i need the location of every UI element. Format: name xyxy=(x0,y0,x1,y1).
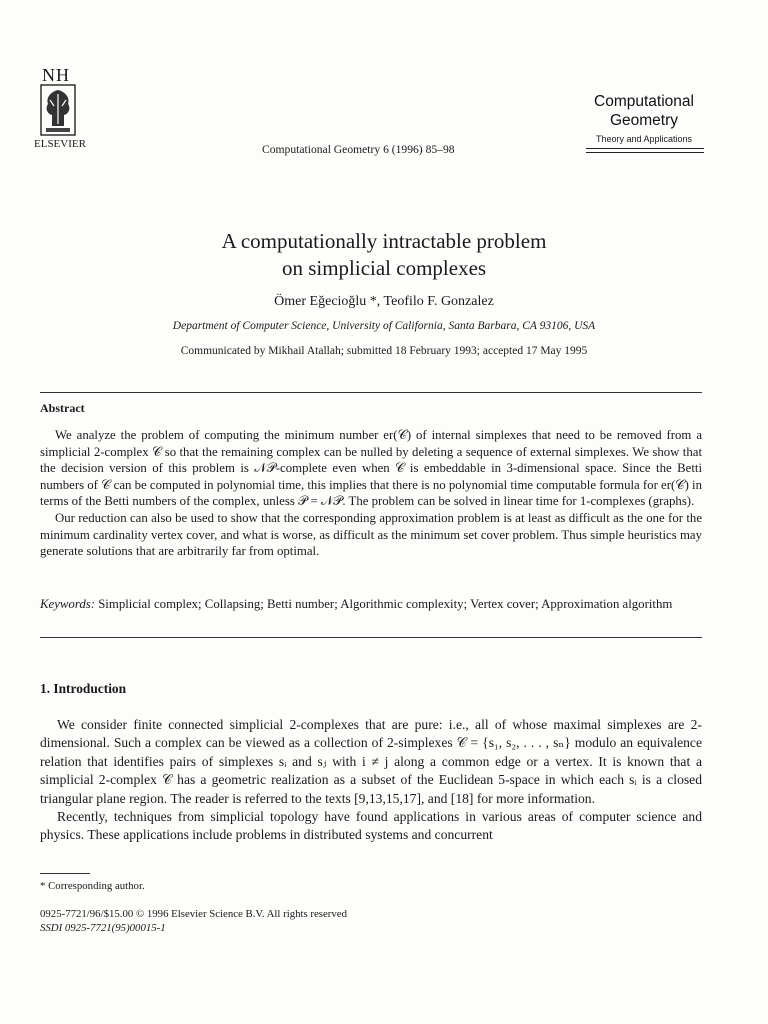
abstract-rule-bottom xyxy=(40,637,702,638)
abstract-paragraph: Our reduction can also be used to show that the corresponding approximation problem is at least as difficult as the one for the minimum cardinality vertex cover, and what is worse, as difficult as the minimum set cover problem. Thus simple heuristics may generate solutions that are arbitrarily far from optimal. xyxy=(40,510,702,559)
publisher-name: ELSEVIER xyxy=(34,138,86,150)
affiliation: Department of Computer Science, University of California, Santa Barbara, CA 93106, USA xyxy=(172,320,596,332)
logo-initials: NH xyxy=(42,65,70,85)
copyright-line: 0925-7721/96/$15.00 © 1996 Elsevier Science B.V. All rights reserved xyxy=(40,908,347,920)
section-heading: 1. Introduction xyxy=(40,681,127,696)
paper-title-line2: on simplicial complexes xyxy=(281,256,487,280)
ssdi-line: SSDI 0925-7721(95)00015-1 xyxy=(40,922,166,934)
journal-brand-subtitle: Theory and Applications xyxy=(595,134,693,144)
journal-brand-line1: Computational xyxy=(594,93,694,110)
authors: Ömer Eğecioğlu *, Teofilo F. Gonzalez xyxy=(274,294,494,309)
communicated-line: Communicated by Mikhail Atallah; submitted 18 February 1993; accepted 17 May 1995 xyxy=(180,345,588,357)
abstract-paragraph: We analyze the problem of computing the minimum number er(𝒞) of internal simplexes that need to be removed from a simplicial 2-complex 𝒞 so that the remaining complex can be nulled by deleting a sequence of external simplexes. We show that the decision version of this problem is 𝒩𝒫-complete even when 𝒞 is embeddable in 3-dimensional space. Since the Betti numbers of 𝒞 can be computed in polynomial time, this implies that there is no polynomial time computable formula for er(𝒞) in terms of the Betti numbers of the complex, unless 𝒫 = 𝒩𝒫. The problem can be solved in linear time for 1-complexes (graphs). xyxy=(40,428,702,509)
abstract-heading: Abstract xyxy=(40,401,85,415)
copyright xyxy=(40,907,347,935)
footnote-rule xyxy=(40,873,90,874)
body-paragraph: Recently, techniques from simplicial topology have found applications in various areas of computer science and physics. These applications include problems in distributed systems and concurrent xyxy=(40,809,702,843)
journal-brand xyxy=(584,92,704,145)
elsevier-tree-emblem-icon xyxy=(40,84,76,136)
body-paragraph: We consider finite connected simplicial 2-complexes that are pure: i.e., all of whose maximal simplexes are 2-dimensional. Such a complex can be viewed as a collection of 2-simplexes 𝒞 = {s₁, s₂, . . . , sₙ} modulo an equivalence relation that identifies pairs of simplexes sᵢ and sⱼ with i ≠ j along a common edge or a vertex. It is known that a simplicial 2-complex 𝒞 has a geometric realization as a subset of the Euclidean 5-space in which each sᵢ is a closed triangular plane region. The reader is referred to the texts [9,13,15,17], and [18] for more information. xyxy=(40,717,702,806)
keywords-text: Simplicial complex; Collapsing; Betti number; Algorithmic complexity; Vertex cover; Approximation algorithm xyxy=(98,597,673,611)
abstract-body xyxy=(40,427,702,560)
keywords xyxy=(40,596,702,613)
journal-brand-line2: Geometry xyxy=(609,112,679,129)
footnote: * Corresponding author. xyxy=(40,880,145,892)
brand-rule-top xyxy=(586,148,704,149)
keywords-label: Keywords: xyxy=(40,597,95,611)
section-body xyxy=(40,716,702,845)
journal-citation: Computational Geometry 6 (1996) 85–98 xyxy=(262,143,455,156)
elsevier-logo xyxy=(34,66,90,150)
abstract-rule-top xyxy=(40,392,702,393)
paper-title-line1: A computationally intractable problem xyxy=(221,229,547,253)
brand-rule-bottom xyxy=(586,152,704,153)
